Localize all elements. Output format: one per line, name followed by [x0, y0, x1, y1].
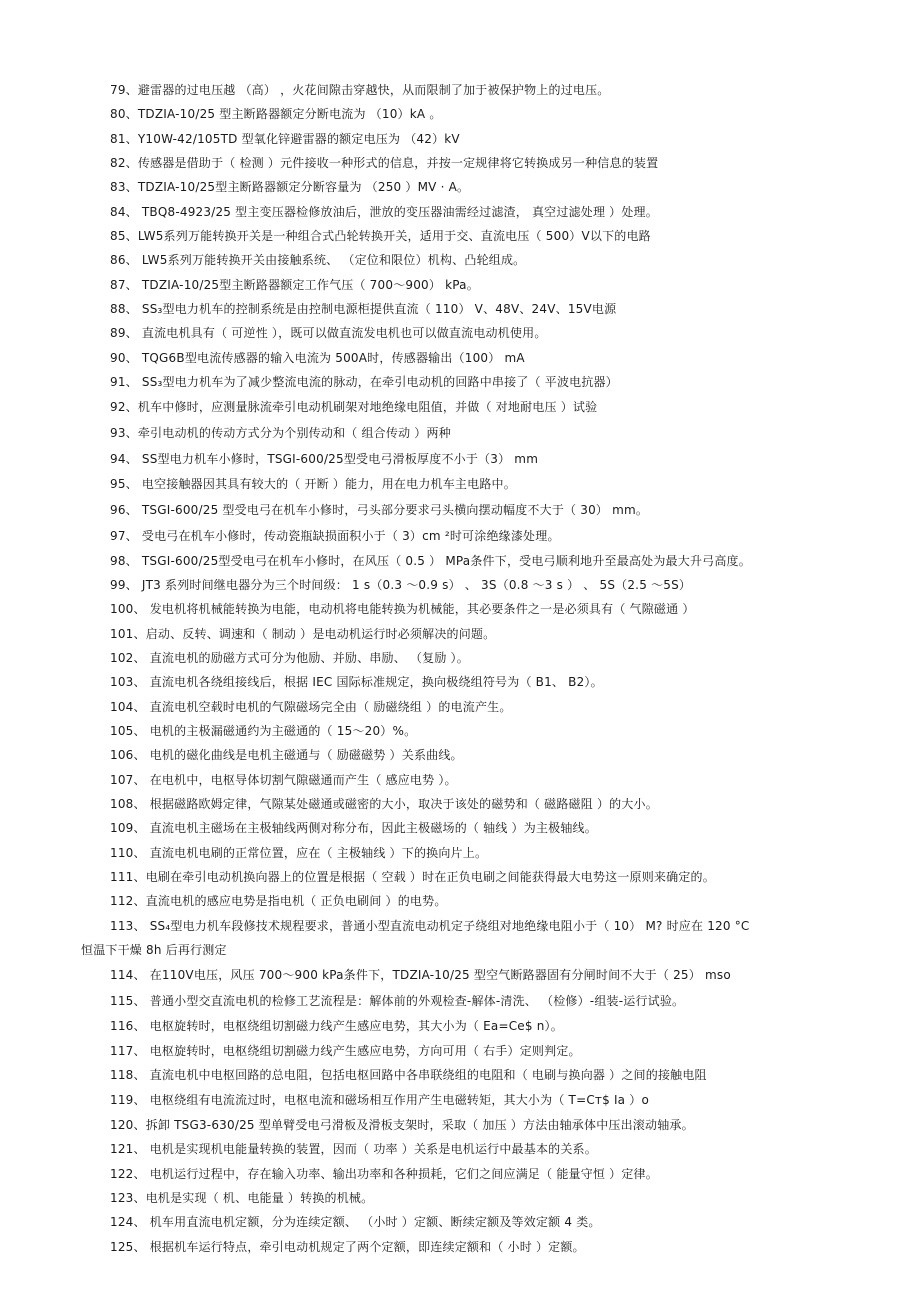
- question-text: 85、LW5系列万能转换开关是一种组合式凸轮转换开关，适用于交、直流电压（ 500）V以下的电路: [110, 228, 651, 243]
- question-line: [0, 622, 920, 646]
- question-line: [0, 1014, 920, 1038]
- question-text: 109、 直流电机主磁场在主极轴线两侧对称分布，因此主极磁场的（ 轴线 ）为主极轴线。: [110, 821, 597, 836]
- question-text: 117、 电枢旋转时，电枢绕组切割磁力线产生感应电势，方向可用（ 右手）定则判定。: [110, 1043, 581, 1058]
- question-text: 103、 直流电机各绕组接线后，根据 IEC 国际标准规定，换向极绕组符号为（ B1、 B2）。: [110, 675, 603, 690]
- question-line: [0, 273, 920, 297]
- question-text: 124、 机车用直流电机定额，分为连续定额、 （小时 ）定额、断续定额及等效定额 4 类。: [110, 1215, 601, 1230]
- question-line: [0, 938, 920, 962]
- question-line: [0, 224, 920, 248]
- question-line: [0, 346, 920, 370]
- question-line: [0, 248, 920, 272]
- question-line: [0, 597, 920, 621]
- question-text: 89、 直流电机具有（ 可逆性 ），既可以做直流发电机也可以做直流电动机使用。: [110, 326, 547, 341]
- question-line: [0, 914, 920, 938]
- question-line: [0, 719, 920, 743]
- question-text: 90、 TQG6B型电流传感器的输入电流为 500A时，传感器输出（100） mA: [110, 350, 525, 365]
- question-line: [0, 472, 920, 496]
- question-text: 99、 JT3 系列时间继电器分为三个时间级： 1 s（0.3 ～0.9 s） 、 3S（0.8 ～3 s ） 、 5S（2.5 ～5S）: [110, 577, 692, 592]
- question-line: [0, 446, 920, 472]
- question-text: 88、 SS₃型电力机车的控制系统是由控制电源柜提供直流（ 110） V、48V、24V、15V电源: [110, 301, 617, 316]
- question-text: 96、 TSGI-600/25 型受电弓在机车小修时，弓头部分要求弓头横向摆动幅度不大于（ 30） mm。: [110, 502, 649, 517]
- question-line: [0, 1162, 920, 1186]
- question-text: 83、TDZIA-10/25型主断路器额定分断容量为 （250 ）MV · A。: [110, 180, 470, 195]
- question-text: 80、TDZIA-10/25 型主断路器额定分断电流为 （10）kA 。: [110, 107, 442, 122]
- question-text: 94、 SS型电力机车小修时，TSGI-600/25型受电弓滑板厚度不小于（3） mm: [110, 452, 539, 467]
- question-line: [0, 743, 920, 767]
- question-line: [0, 102, 920, 126]
- question-text: 106、 电机的磁化曲线是电机主磁通与（ 励磁磁势 ）关系曲线。: [110, 748, 463, 763]
- question-text: 84、 TBQ8-4923/25 型主变压器检修放油后，泄放的变压器油需经过滤渣， 真空过滤处理 ）处理。: [110, 204, 658, 219]
- question-text: 93、牵引电动机的传动方式分为个别传动和（ 组合传动 ）两种: [110, 426, 451, 441]
- question-text: 79、避雷器的过电压越 （高） ，火花间隙击穿越快，从而限制了加于被保护物上的过电压。: [110, 83, 610, 97]
- question-line: [0, 1137, 920, 1161]
- question-line: [0, 127, 920, 151]
- question-text: 97、 受电弓在机车小修时，传动瓷瓶缺损面积小于（ 3）cm ²时可涂绝缘漆处理。: [110, 528, 560, 543]
- question-line: [0, 1235, 920, 1259]
- question-text: 98、 TSGI-600/25型受电弓在机车小修时，在风压（ 0.5 ） MPa条件下，受电弓顺利地升至最高处为最大升弓高度。: [110, 553, 751, 568]
- question-line: [0, 865, 920, 889]
- question-line: [0, 962, 920, 988]
- question-line: [0, 1039, 920, 1063]
- question-line: [0, 1063, 920, 1087]
- question-line: [0, 370, 920, 394]
- question-line: [0, 497, 920, 523]
- question-line: [0, 816, 920, 840]
- question-text: 95、 电空接触器因其具有较大的（ 开断 ）能力，用在电力机车主电路中。: [110, 477, 516, 492]
- question-line: [0, 573, 920, 597]
- question-line: [0, 1186, 920, 1210]
- question-line: [0, 420, 920, 446]
- question-line: [0, 1210, 920, 1234]
- question-text: 123、电机是实现（ 机、电能量 ）转换的机械。: [110, 1191, 374, 1206]
- question-text: 115、 普通小型交直流电机的检修工艺流程是：解体前的外观检查-解体-清洗、 （检修）-组装-运行试验。: [110, 994, 685, 1009]
- question-text: 107、 在电机中，电枢导体切割气隙磁通而产生（ 感应电势 ）。: [110, 772, 457, 787]
- question-text: 121、 电机是实现机电能量转换的装置，因而（ 功率 ）关系是电机运行中最基本的关系。: [110, 1142, 597, 1157]
- question-line: [0, 321, 920, 345]
- question-text: 114、 在110V电压，风压 700～900 kPa条件下，TDZIA-10/25 型空气断路器固有分闸时间不大于（ 25） mso: [110, 968, 731, 983]
- question-line: [0, 670, 920, 694]
- question-text: 118、 直流电机中电枢回路的总电阻，包括电枢回路中各串联绕组的电阻和（ 电刷与换向器 ）之间的接触电阻: [110, 1067, 707, 1082]
- question-line: [0, 889, 920, 913]
- question-text: 91、 SS₃型电力机车为了减少整流电流的脉动，在牵引电动机的回路中串接了（ 平波电抗器）: [110, 374, 618, 389]
- question-text: 92、机车中修时，应测量脉流牵引电动机刷架对地绝缘电阻值，并做（ 对地耐电压 ）试验: [110, 400, 598, 415]
- question-text: 87、 TDZIA-10/25型主断路器额定工作气压（ 700～900） kPa。: [110, 277, 479, 292]
- question-text: 122、 电机运行过程中，存在输入功率、输出功率和各种损耗，它们之间应满足（ 能量守恒 ）定律。: [110, 1166, 658, 1181]
- question-list: [0, 78, 920, 1259]
- question-line: [0, 200, 920, 224]
- question-line: [0, 175, 920, 199]
- question-line: [0, 394, 920, 420]
- question-text: 81、Y10W-42/105TD 型氧化锌避雷器的额定电压为 （42）kV: [110, 131, 460, 146]
- question-text: 86、 LW5系列万能转换开关由接触系统、 （定位和限位）机构、凸轮组成。: [110, 253, 526, 268]
- question-line: [0, 841, 920, 865]
- question-line: [0, 297, 920, 321]
- question-text: 120、拆卸 TSG3-630/25 型单臂受电弓滑板及滑板支架时，采取（ 加压 ）方法由轴承体中压出滚动轴承。: [110, 1118, 694, 1133]
- question-text: 112、直流电机的感应电势是指电机（ 正负电刷间 ）的电势。: [110, 894, 447, 909]
- question-line: [0, 523, 920, 549]
- question-text: 113、 SS₄型电力机车段修技术规程要求，普通小型直流电动机定子绕组对地绝缘电阻小于（ 10） M? 时应在 120 °C: [110, 918, 750, 933]
- question-line: [0, 549, 920, 573]
- question-text: 125、 根据机车运行特点，牵引电动机规定了两个定额，即连续定额和（ 小时 ）定额。: [110, 1239, 585, 1254]
- question-text: 116、 电枢旋转时，电枢绕组切割磁力线产生感应电势，其大小为（ Ea=Ce$ n）。: [110, 1019, 563, 1034]
- question-line: [0, 695, 920, 719]
- question-line: [0, 792, 920, 816]
- question-text: 110、 直流电机电刷的正常位置，应在（ 主极轴线 ）下的换向片上。: [110, 845, 488, 860]
- question-text: 82、传感器是借助于（ 检测 ）元件接收一种形式的信息，并按一定规律将它转换成另一种信息的装置: [110, 155, 659, 170]
- question-text: 105、 电机的主极漏磁通约为主磁通的（ 15～20）%。: [110, 723, 417, 738]
- question-text: 101、启动、反转、调速和（ 制动 ）是电动机运行时必须解决的问题。: [110, 626, 496, 641]
- question-text: 104、 直流电机空载时电机的气隙磁场完全由（ 励磁绕组 ）的电流产生。: [110, 699, 512, 714]
- question-line: [0, 1113, 920, 1137]
- question-line: [0, 646, 920, 670]
- question-line: [0, 78, 920, 102]
- question-text: 100、 发电机将机械能转换为电能，电动机将电能转换为机械能，其必要条件之一是必须具有（ 气隙磁通 ）: [110, 602, 695, 617]
- question-text: 119、 电枢绕组有电流流过时，电枢电流和磁场相互作用产生电磁转矩，其大小为（ T=Cт$ Ia ）o: [110, 1093, 649, 1108]
- question-text: 111、电刷在牵引电动机换向器上的位置是根据（ 空载 ）时在正负电刷之间能获得最大电势这一原则来确定的。: [110, 869, 715, 884]
- question-line: [0, 1087, 920, 1113]
- question-text: 108、 根据磁路欧姆定律，气隙某处磁通或磁密的大小，取决于该处的磁势和（ 磁路磁阻 ）的大小。: [110, 796, 658, 811]
- question-text: 恒温下干燥 8h 后再行测定: [81, 942, 227, 957]
- question-line: [0, 988, 920, 1014]
- question-line: [0, 768, 920, 792]
- question-line: [0, 151, 920, 175]
- question-text: 102、 直流电机的励磁方式可分为他励、并励、串励、 （复励 ）。: [110, 650, 469, 665]
